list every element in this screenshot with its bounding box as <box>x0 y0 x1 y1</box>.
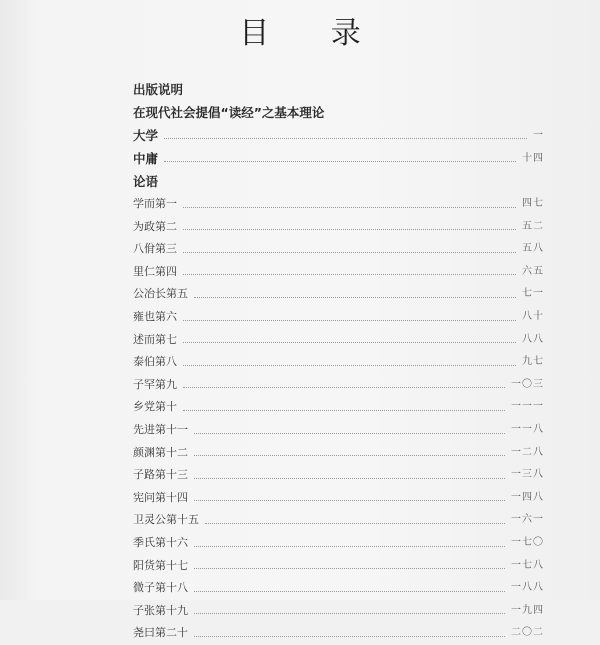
toc-entry-zhongyong <box>133 147 544 170</box>
toc-chapter-name: 里仁第四 <box>133 264 177 278</box>
toc-chapter-page: 一六一 <box>511 514 544 526</box>
toc-chapter-row <box>133 216 544 239</box>
dot-leader <box>194 545 505 547</box>
toc-chapter-name: 卫灵公第十五 <box>133 513 199 527</box>
toc-chapter-name: 述而第七 <box>133 332 177 346</box>
toc-chapter-name: 阳货第十七 <box>133 558 188 572</box>
toc-chapter-page: 一〇三 <box>511 378 544 390</box>
dot-leader <box>205 522 505 524</box>
dot-leader <box>194 432 505 434</box>
toc-chapter-page: 一八八 <box>511 582 544 594</box>
toc-chapter-page: 一二八 <box>511 446 544 458</box>
toc-chapter-row <box>133 464 544 487</box>
toc-chapter-name: 学而第一 <box>133 197 177 210</box>
toc-chapter-page: 四七 <box>522 198 544 209</box>
toc-chapter-page: 九七 <box>522 356 544 368</box>
toc-chapter-name: 雍也第六 <box>133 309 177 323</box>
dot-leader <box>164 137 527 139</box>
toc-chapter-page: 一七八 <box>511 559 544 571</box>
toc-chapter-page: 一七〇 <box>511 536 544 548</box>
dot-leader <box>194 635 505 637</box>
toc-chapter-name: 子路第十三 <box>133 468 188 482</box>
toc-chapter-row <box>133 193 544 216</box>
toc-chapter-page: 二〇二 <box>511 627 544 639</box>
toc-chapter-row <box>133 238 544 261</box>
dot-leader <box>183 228 516 230</box>
toc-chapter-name: 微子第十八 <box>133 581 188 595</box>
dot-leader <box>164 160 516 162</box>
toc-chapter-row <box>133 283 544 306</box>
toc-chapter-name: 先进第十一 <box>133 422 188 436</box>
dot-leader <box>183 341 516 343</box>
dot-leader <box>194 567 505 569</box>
toc-chapter-page: 六五 <box>522 265 544 277</box>
toc-chapter-row <box>133 509 544 532</box>
page-title: 目 录 <box>239 16 387 51</box>
dot-leader <box>183 409 505 411</box>
toc-chapter-name: 乡党第十 <box>133 400 177 414</box>
toc-chapter-name: 泰伯第八 <box>133 355 177 369</box>
toc-chapter-name: 尧曰第二十 <box>133 626 188 640</box>
dot-leader <box>183 206 516 208</box>
toc-chapter-row <box>133 555 544 578</box>
toc-entry-name: 大学 <box>133 128 159 143</box>
toc-chapter-name: 季氏第十六 <box>133 535 188 549</box>
toc-chapter-page: 一一八 <box>511 423 544 435</box>
toc-chapter-name: 八佾第三 <box>133 242 177 256</box>
toc-chapter-name: 公冶长第五 <box>133 287 188 301</box>
toc-chapter-row <box>133 329 544 352</box>
dot-leader <box>194 454 505 456</box>
toc-section-lunyu: 论语 <box>133 174 159 189</box>
toc-chapter-page: 一三八 <box>511 469 544 481</box>
toc-chapter-page: 七一 <box>522 288 544 300</box>
toc-chapter-page: 一一一 <box>511 401 544 413</box>
toc-chapter-row <box>133 419 544 442</box>
toc-entry-name: 中庸 <box>133 151 159 166</box>
toc-chapter-row <box>133 600 544 623</box>
dot-leader <box>194 296 516 298</box>
toc-chapter-row <box>133 487 544 510</box>
toc-chapter-row <box>133 374 544 397</box>
toc-chapter-page: 八十 <box>522 310 544 322</box>
toc-theory-essay: 在现代社会提倡“读经”之基本理论 <box>133 105 325 120</box>
toc-chapter-row <box>133 622 544 645</box>
toc-entry-page: 一 <box>533 130 544 141</box>
toc-chapter-row <box>133 351 544 374</box>
toc-chapter-name: 宪问第十四 <box>133 490 188 504</box>
dot-leader <box>194 477 505 479</box>
toc-chapter-row <box>133 442 544 465</box>
dot-leader <box>194 499 505 501</box>
dot-leader <box>194 612 505 614</box>
toc-entry-daxue <box>133 124 544 147</box>
toc-chapter-name: 子张第十九 <box>133 603 188 617</box>
toc-chapter-row <box>133 306 544 329</box>
toc-chapter-page: 五二 <box>522 220 544 232</box>
toc-chapter-page: 一四八 <box>511 491 544 503</box>
toc-chapter-name: 颜渊第十二 <box>133 445 188 459</box>
table-of-contents <box>133 78 544 645</box>
toc-chapter-page: 五八 <box>522 243 544 255</box>
toc-chapter-name: 子罕第九 <box>133 377 177 391</box>
toc-chapter-name: 为政第二 <box>133 219 177 233</box>
toc-chapter-page: 八八 <box>522 333 544 345</box>
dot-leader <box>183 364 516 366</box>
dot-leader <box>183 319 516 321</box>
chapter-list <box>133 193 544 645</box>
toc-chapter-page: 一九四 <box>511 604 544 616</box>
dot-leader <box>183 273 516 275</box>
toc-chapter-row <box>133 532 544 555</box>
dot-leader <box>183 386 505 388</box>
dot-leader <box>194 590 505 592</box>
toc-publication-note: 出版说明 <box>133 82 184 97</box>
toc-entry-page: 十四 <box>522 153 544 164</box>
dot-leader <box>183 251 516 253</box>
toc-chapter-row <box>133 577 544 600</box>
toc-chapter-row <box>133 396 544 419</box>
toc-chapter-row <box>133 261 544 284</box>
